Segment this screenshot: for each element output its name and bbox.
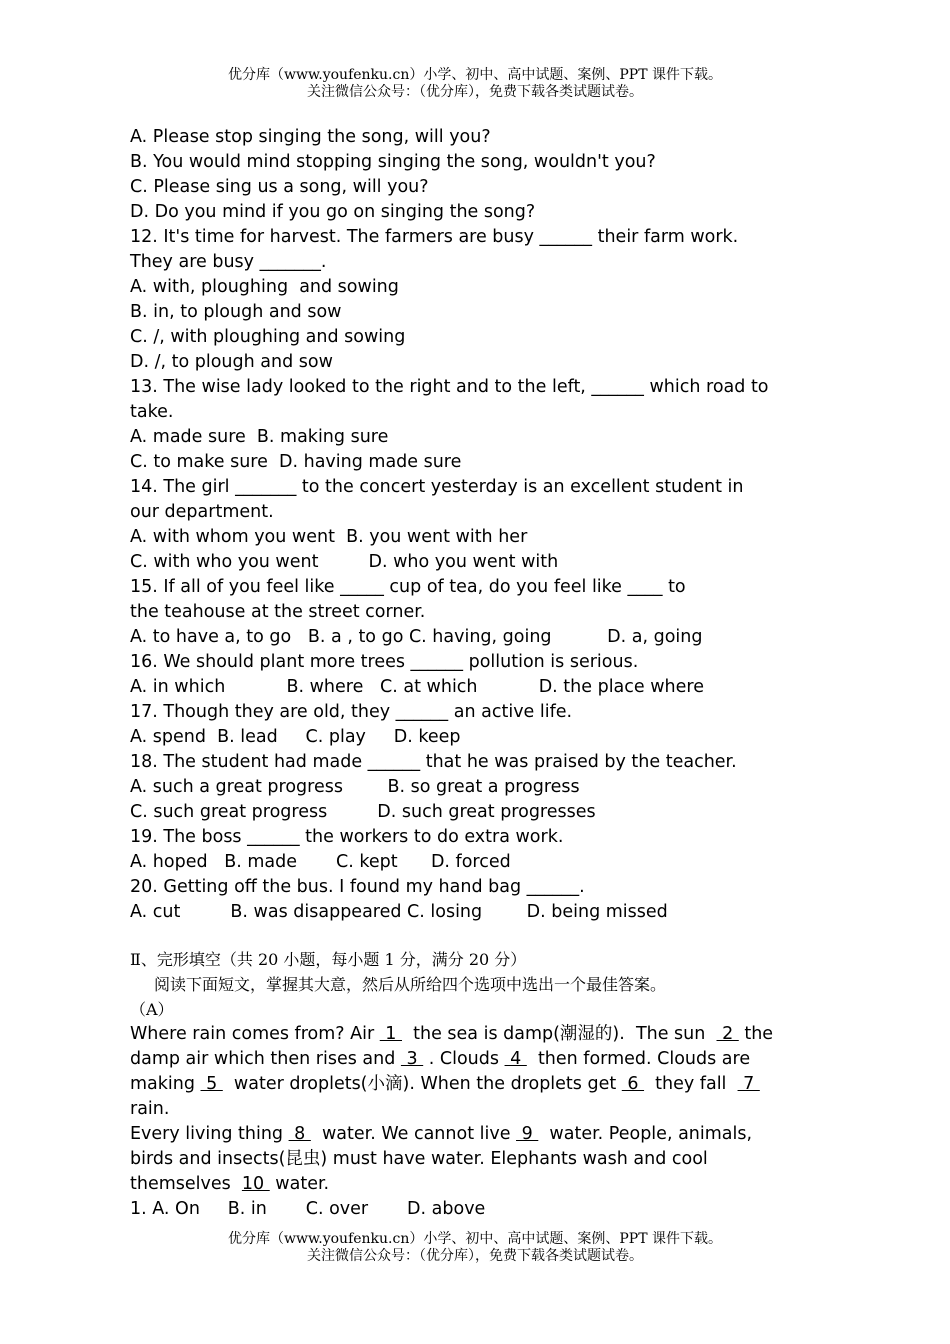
question-13-cont: take. [130,402,174,422]
option-line: A. such a great progress B. so great a progress [130,777,580,797]
question-14: 14. The girl _______ to the concert yesterday is an excellent student in [130,477,744,497]
page-header [0,67,950,101]
question-16: 16. We should plant more trees ______ pollution is serious. [130,652,639,672]
option-line: C. Please sing us a song, will you? [130,177,429,197]
passage-line: Where rain comes from? Air 1 the sea is damp(潮湿的). The sun 2 the [130,1024,774,1044]
header-line-2: 关注微信公众号：（优分库），免费下载各类试题试卷。 [307,84,643,100]
option-line: C. to make sure D. having made sure [130,452,462,472]
page-footer [0,1231,950,1265]
passage-line: themselves 10 water. [130,1174,330,1194]
option-line: D. /, to plough and sow [130,352,333,372]
question-14-cont: our department. [130,502,274,522]
question-17: 17. Though they are old, they ______ an active life. [130,702,573,722]
question-15: 15. If all of you feel like _____ cup of tea, do you feel like ____ to [130,577,686,597]
passage-line: Every living thing 8 water. We cannot live 9 water. People, animals, [130,1124,753,1144]
option-line: A. hoped B. made C. kept D. forced [130,852,511,872]
passage-line: making 5 water droplets(小滴). When the droplets get 6 they fall 7 [130,1074,760,1094]
question-12-cont: They are busy _______. [130,252,327,272]
question-12: 12. It's time for harvest. The farmers are busy ______ their farm work. [130,227,739,247]
cloze-question-1: 1. A. On B. in C. over D. above [130,1199,486,1219]
blank-6: 6 [621,1074,645,1094]
option-line: A. to have a, to go B. a , to go C. having, going D. a, going [130,627,703,647]
blank-9: 9 [516,1124,539,1144]
blank-4: 4 [504,1049,527,1069]
footer-line-2: 关注微信公众号：（优分库），免费下载各类试题试卷。 [307,1248,643,1264]
question-19: 19. The boss ______ the workers to do extra work. [130,827,564,847]
option-line: A. cut B. was disappeared C. losing D. being missed [130,902,668,922]
option-line: A. with, ploughing and sowing [130,277,399,297]
option-line: C. such great progress D. such great progresses [130,802,596,822]
option-line: A. made sure B. making sure [130,427,389,447]
blank-8: 8 [288,1124,311,1144]
blank-3: 3 [400,1049,424,1069]
blank-7: 7 [737,1074,760,1094]
header-line-1: 优分库（www.youfenku.cn）小学、初中、高中试题、案例、PPT 课件下载。 [227,67,722,83]
blank-2: 2 [716,1024,739,1044]
footer-line-1: 优分库（www.youfenku.cn）小学、初中、高中试题、案例、PPT 课件下载。 [227,1231,722,1247]
option-line: A. with whom you went B. you went with her [130,527,528,547]
section-instruction: 阅读下面短文，掌握其大意，然后从所给四个选项中选出一个最佳答案。 [154,975,667,994]
option-line: A. spend B. lead C. play D. keep [130,727,461,747]
blank-1: 1 [379,1024,402,1044]
question-13: 13. The wise lady looked to the right and to the left, ______ which road to [130,377,769,397]
option-line: B. in, to plough and sow [130,302,342,322]
passage-line: rain. [130,1099,170,1119]
option-line: C. /, with ploughing and sowing [130,327,406,347]
option-line: C. with who you went D. who you went with [130,552,559,572]
question-20: 20. Getting off the bus. I found my hand bag ______. [130,877,585,897]
option-line: A. in which B. where C. at which D. the place where [130,677,704,697]
option-line: D. Do you mind if you go on singing the song? [130,202,536,222]
blank-10: 10 [241,1174,270,1194]
blank-5: 5 [200,1074,223,1094]
question-15-cont: the teahouse at the street corner. [130,602,426,622]
section-title: Ⅱ、完形填空（共 20 小题，每小题 1 分，满分 20 分） [130,950,527,969]
passage-line: damp air which then rises and 3 . Clouds 4 then formed. Clouds are [130,1049,751,1069]
question-18: 18. The student had made ______ that he was praised by the teacher. [130,752,737,772]
option-line: B. You would mind stopping singing the song, wouldn't you? [130,152,656,172]
option-line: A. Please stop singing the song, will you? [130,127,491,147]
passage-line: birds and insects(昆虫) must have water. Elephants wash and cool [130,1149,708,1169]
document-body [130,125,840,1222]
passage-label: （A） [130,1000,174,1019]
